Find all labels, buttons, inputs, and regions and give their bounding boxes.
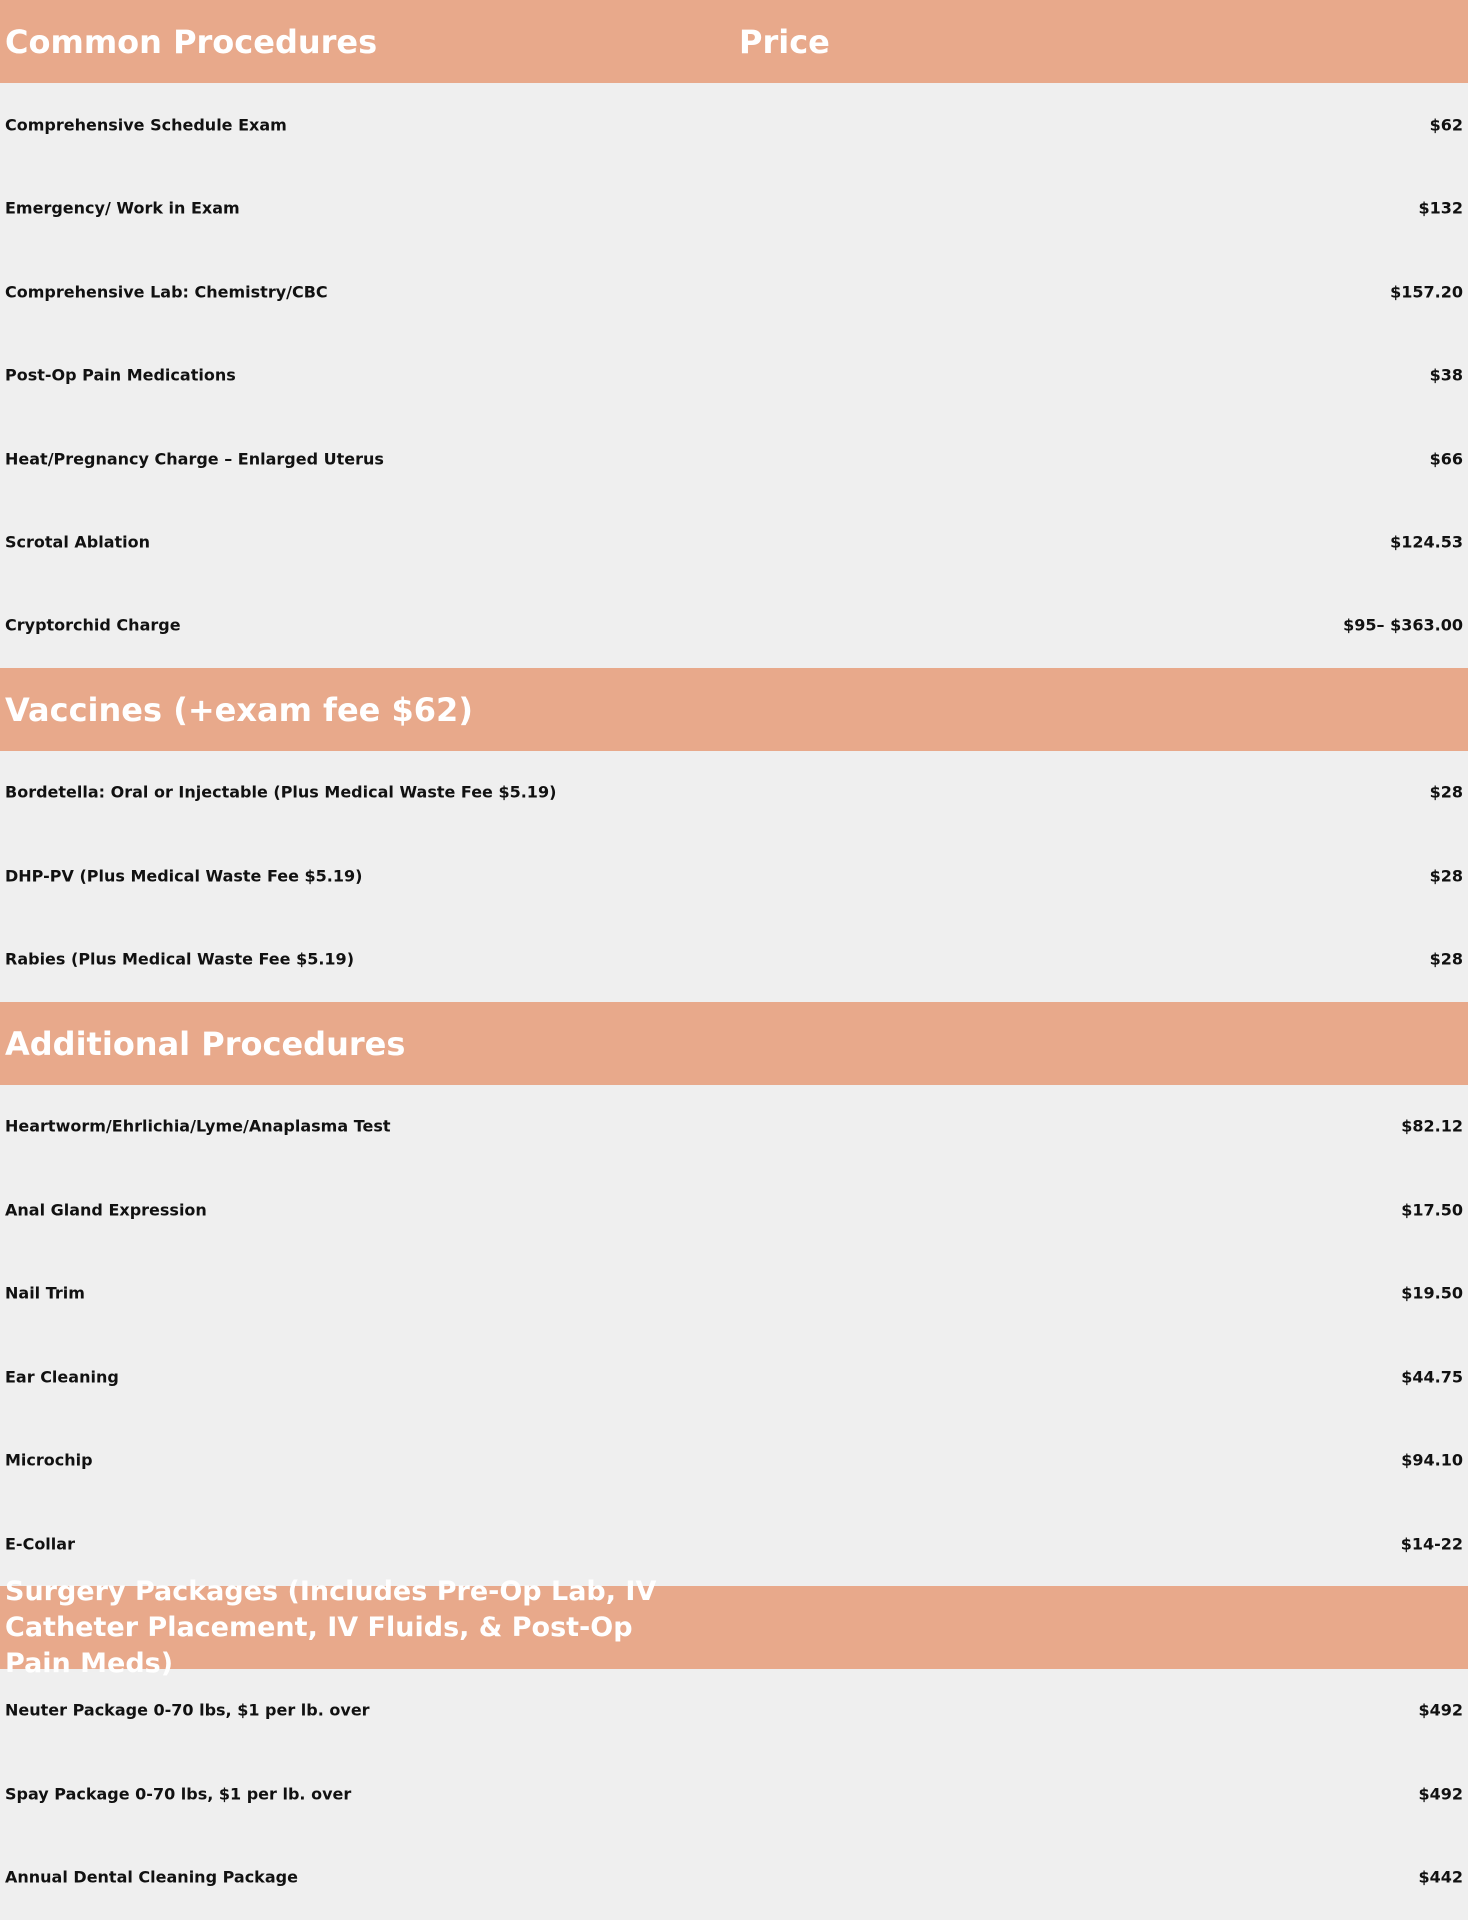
- price-row: [0, 1445, 1468, 1475]
- price-row: [0, 1362, 1468, 1392]
- price-row: [0, 777, 1468, 807]
- procedure-price: $19.50: [1401, 1283, 1463, 1303]
- procedure-name: Microchip: [5, 1450, 93, 1470]
- section-header-surgery-packages: [0, 1575, 1468, 1679]
- procedure-price: $14-22: [1400, 1534, 1463, 1554]
- price-row: [0, 1195, 1468, 1225]
- price-row: [0, 1278, 1468, 1308]
- procedure-price: $94.10: [1401, 1450, 1463, 1470]
- procedure-price: $442: [1418, 1867, 1463, 1887]
- section-header-common-procedures: [0, 0, 1468, 83]
- price-row: [0, 1779, 1468, 1809]
- procedure-name: DHP-PV (Plus Medical Waste Fee $5.19): [5, 866, 363, 886]
- price-row: [0, 360, 1468, 390]
- procedure-price: $95– $363.00: [1343, 615, 1463, 635]
- procedure-price: $124.53: [1390, 532, 1463, 552]
- procedure-name: Rabies (Plus Medical Waste Fee $5.19): [5, 949, 354, 969]
- procedure-price: $66: [1429, 449, 1463, 469]
- price-row: [0, 110, 1468, 140]
- procedure-price: $132: [1418, 198, 1463, 218]
- procedure-price: $28: [1429, 866, 1463, 886]
- procedure-price: $157.20: [1390, 282, 1463, 302]
- procedure-name: Annual Dental Cleaning Package: [5, 1867, 298, 1887]
- price-row: [0, 277, 1468, 307]
- procedure-name: Cryptorchid Charge: [5, 615, 181, 635]
- price-row: [0, 944, 1468, 974]
- procedure-name: Comprehensive Lab: Chemistry/CBC: [5, 282, 328, 302]
- price-row: [0, 1862, 1468, 1892]
- procedure-price: $17.50: [1401, 1200, 1463, 1220]
- section-title: Surgery Packages (Includes Pre-Op Lab, IV Catheter Placement, IV Fluids, & Post-Op Pain Meds): [5, 1575, 657, 1679]
- procedure-price: $492: [1418, 1700, 1463, 1720]
- section-title: Additional Procedures: [5, 1024, 406, 1063]
- procedure-name: E-Collar: [5, 1534, 75, 1554]
- price-row: [0, 1529, 1468, 1559]
- procedure-name: Bordetella: Oral or Injectable (Plus Medical Waste Fee $5.19): [5, 782, 557, 802]
- procedure-name: Anal Gland Expression: [5, 1200, 207, 1220]
- price-row: [0, 527, 1468, 557]
- price-column-header: Price: [739, 22, 830, 61]
- procedure-name: Ear Cleaning: [5, 1367, 119, 1387]
- section-header-additional-procedures: [0, 1002, 1468, 1085]
- section-header-vaccines: [0, 668, 1468, 751]
- procedure-price: $82.12: [1401, 1116, 1463, 1136]
- section-title: Common Procedures: [5, 22, 378, 61]
- price-row: [0, 1695, 1468, 1725]
- procedure-name: Neuter Package 0-70 lbs, $1 per lb. over: [5, 1700, 370, 1720]
- procedure-name: Spay Package 0-70 lbs, $1 per lb. over: [5, 1784, 352, 1804]
- section-title: Vaccines (+exam fee $62): [5, 690, 473, 729]
- procedure-price: $62: [1429, 115, 1463, 135]
- procedure-name: Heartworm/Ehrlichia/Lyme/Anaplasma Test: [5, 1116, 391, 1136]
- procedure-price: $28: [1429, 782, 1463, 802]
- procedure-name: Post-Op Pain Medications: [5, 365, 236, 385]
- price-row: [0, 444, 1468, 474]
- procedure-name: Nail Trim: [5, 1283, 85, 1303]
- procedure-price: $492: [1418, 1784, 1463, 1804]
- procedure-price: $44.75: [1401, 1367, 1463, 1387]
- procedure-price: $38: [1429, 365, 1463, 385]
- price-row: [0, 861, 1468, 891]
- price-row: [0, 193, 1468, 223]
- procedure-name: Scrotal Ablation: [5, 532, 151, 552]
- procedure-price: $28: [1429, 949, 1463, 969]
- procedure-name: Emergency/ Work in Exam: [5, 198, 240, 218]
- price-row: [0, 610, 1468, 640]
- price-row: [0, 1111, 1468, 1141]
- procedure-name: Comprehensive Schedule Exam: [5, 115, 287, 135]
- procedure-name: Heat/Pregnancy Charge – Enlarged Uterus: [5, 449, 384, 469]
